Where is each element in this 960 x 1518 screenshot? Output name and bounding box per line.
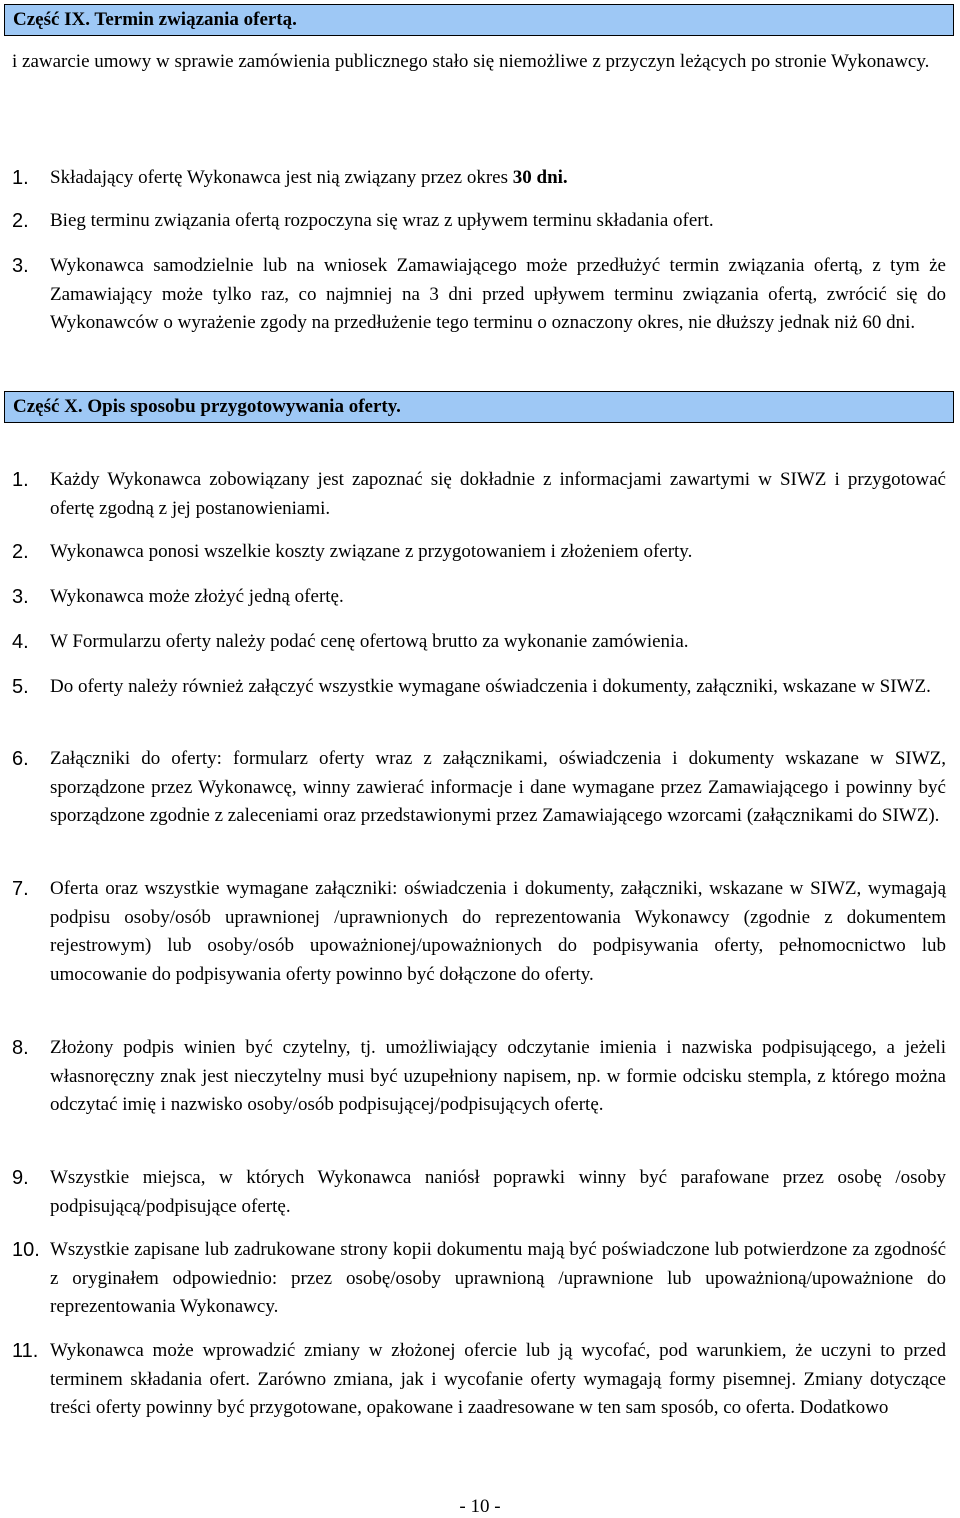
item-number: 11. — [12, 1340, 39, 1362]
item-number: 6. — [12, 748, 29, 770]
item-text: Wszystkie miejsca, w których Wykonawca naniósł poprawki winny być parafowane przez osobę /osoby podpisującą/podpisujące ofertę. — [50, 1167, 946, 1217]
item-text: W Formularzu oferty należy podać cenę ofertową brutto za wykonanie zamówienia. — [50, 631, 689, 652]
section-10-header: Część X. Opis sposobu przygotowywania oferty. — [4, 391, 954, 423]
page-number: - 10 - — [459, 1496, 501, 1517]
item-number: 3. — [12, 586, 29, 608]
section-9-intro: i zawarcie umowy w sprawie zamówienia publicznego stało się niemożliwe z przyczyn leżących po stronie Wykonawcy. — [12, 51, 930, 72]
item-text: Wszystkie zapisane lub zadrukowane strony kopii dokumentu mają być poświadczone lub potwierdzone za zgodność z oryginałem odpowiednio: przez osobę/osoby uprawnioną /uprawnione lub upoważnioną/upoważnione do reprezentowania Wykonawcy. — [50, 1239, 946, 1318]
item-text: Bieg terminu związania ofertą rozpoczyna się wraz z upływem terminu składania ofert. — [50, 210, 714, 231]
item-number: 2. — [12, 210, 29, 232]
item-text: Do oferty należy również załączyć wszystkie wymagane oświadczenia i dokumenty, załączniki, wskazane w SIWZ. — [50, 676, 931, 697]
section-10-item-4 — [12, 628, 946, 657]
item-number: 1. — [12, 167, 29, 189]
item-text: Składający ofertę Wykonawca jest nią związany przez okres — [50, 167, 513, 188]
section-10-item-3 — [12, 583, 946, 612]
item-text: Każdy Wykonawca zobowiązany jest zapoznać się dokładnie z informacjami zawartymi w SIWZ i przygotować ofertę zgodną z jej postanowieniami. — [50, 469, 946, 519]
item-text: Wykonawca może wprowadzić zmiany w złożonej ofercie lub ją wycofać, pod warunkiem, że uczyni to przed terminem składania ofert. Zarówno zmiana, jak i wycofanie oferty wymagają formy pisemnej. Zmiany dotyczące treści oferty powinny być przygotowane, opakowane i zaadresowane w ten sam sposób, co oferta. Dodatkowo — [50, 1340, 946, 1419]
item-number: 8. — [12, 1037, 29, 1059]
section-10-item-8 — [12, 1034, 946, 1120]
item-number: 3. — [12, 255, 29, 277]
section-9-item-1 — [12, 164, 946, 193]
item-number: 7. — [12, 878, 29, 900]
section-10-item-6 — [12, 745, 946, 831]
item-number: 1. — [12, 469, 29, 491]
section-10-item-2 — [12, 538, 946, 567]
item-number: 9. — [12, 1167, 29, 1189]
item-bold-text: 30 dni. — [512, 167, 568, 188]
item-text: Złożony podpis winien być czytelny, tj. umożliwiający odczytanie imienia i nazwiska podpisującego, a jeżeli własnoręczny znak jest nieczytelny musi być uzupełniony napisem, np. w formie odcisku stempla, z którego można odczytać imię i nazwisko osoby/osób podpisującej/podpisujących ofertę. — [50, 1037, 946, 1116]
item-number: 10. — [12, 1239, 40, 1261]
item-number: 2. — [12, 541, 29, 563]
section-10-item-11 — [12, 1337, 946, 1423]
section-9-item-2 — [12, 207, 946, 236]
section-10-item-10 — [12, 1236, 946, 1322]
item-text: Wykonawca ponosi wszelkie koszty związane z przygotowaniem i złożeniem oferty. — [50, 541, 693, 562]
section-10-item-5 — [12, 673, 946, 702]
section-10-item-1 — [12, 466, 946, 523]
item-number: 4. — [12, 631, 29, 653]
item-number: 5. — [12, 676, 29, 698]
section-9-item-3 — [12, 252, 946, 338]
item-text: Wykonawca może złożyć jedną ofertę. — [50, 586, 344, 607]
item-text: Załączniki do oferty: formularz oferty wraz z załącznikami, oświadczenia i dokumenty wskazane w SIWZ, sporządzone przez Wykonawcę, winny zawierać informacje i dane wymagane przez Zamawiającego i powinny być sporządzone zgodnie z zaleceniami oraz przedstawionymi przez Zamawiającego wzorcami (załącznikami do SIWZ). — [50, 748, 946, 827]
section-10-item-7 — [12, 875, 946, 989]
item-text: Oferta oraz wszystkie wymagane załączniki: oświadczenia i dokumenty, załączniki, wskazane w SIWZ, wymagają podpisu osoby/osób uprawnionej /uprawnionych do reprezentowania Wykonawcy (zgodnie z dokumentem rejestrowym) lub osoby/osób upoważnionej/upoważnionych do podpisywania oferty, pełnomocnictwo lub umocowanie do podpisywania oferty powinno być dołączone do oferty. — [50, 878, 946, 985]
item-text: Wykonawca samodzielnie lub na wniosek Zamawiającego może przedłużyć termin związania ofertą, z tym że Zamawiający może tylko raz, co najmniej na 3 dni przed upływem terminu związania ofertą, zwrócić się do Wykonawców o wyrażenie zgody na przedłużenie tego terminu o oznaczony okres, nie dłuższy jednak niż 60 dni. — [50, 255, 946, 334]
section-9-header: Część IX. Termin związania ofertą. — [4, 4, 954, 36]
section-10-item-9 — [12, 1164, 946, 1221]
